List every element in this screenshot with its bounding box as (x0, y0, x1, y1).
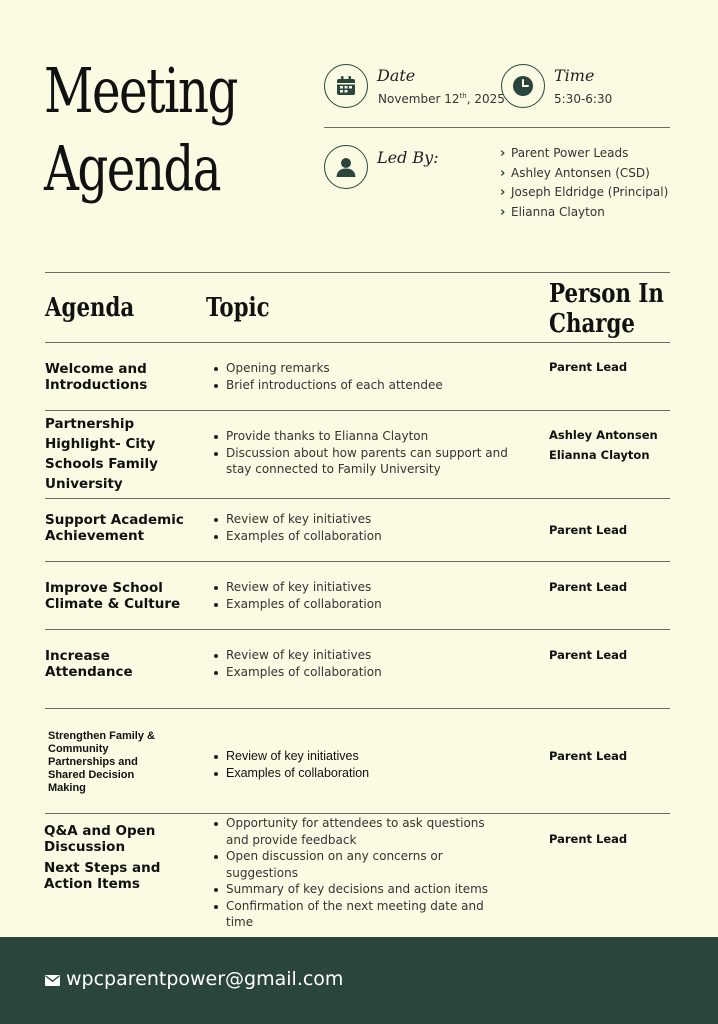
topic-list (211, 748, 521, 781)
leader-item: › Ashley Antonsen (CSD) (500, 164, 668, 184)
topic-item: Examples of collaboration (211, 765, 521, 782)
topic-item: Examples of collaboration (211, 528, 521, 545)
topic-item: Examples of collaboration (211, 664, 521, 681)
person-in-charge: Parent Lead (549, 360, 628, 374)
agenda-item-title: Partnership Highlight- City Schools Family University (45, 416, 158, 492)
time-label: Time (554, 66, 595, 85)
topic-item: Review of key initiatives (211, 511, 521, 528)
topic-list (211, 428, 511, 478)
topic-item: Open discussion on any concerns or suggestions (211, 848, 501, 881)
agenda-item-title: Welcome and Introductions (45, 361, 148, 393)
person-in-charge: Ashley Antonsen Elianna Clayton (549, 428, 658, 462)
agenda-item-title: Support Academic Achievement (45, 512, 184, 544)
chevron-right-icon: › (500, 204, 506, 220)
footer-email-link[interactable]: wpcparentpower@gmail.com (66, 968, 344, 990)
leader-item: › Joseph Eldridge (Principal) (500, 183, 668, 203)
topic-item: Provide thanks to Elianna Clayton (211, 428, 511, 445)
person-icon (324, 145, 368, 189)
person-in-charge: Parent Lead (549, 523, 628, 537)
topic-list (211, 511, 521, 544)
topic-item: Review of key initiatives (211, 748, 521, 765)
title-line-2: Agenda (44, 132, 221, 205)
column-header-agenda: Agenda (45, 293, 135, 323)
agenda-item-title: Improve School Climate & Culture (45, 580, 181, 612)
column-header-topic: Topic (206, 293, 270, 323)
topic-item: Confirmation of the next meeting date and time (211, 898, 501, 931)
row-divider (45, 498, 670, 499)
agenda-item-title: Strengthen Family & Community Partnerships and Shared Decision Making (48, 730, 155, 794)
table-top-divider (45, 272, 670, 273)
chevron-right-icon: › (500, 165, 506, 181)
leader-item: › Parent Power Leads (500, 144, 668, 164)
date-label: Date (377, 66, 416, 85)
topic-item: Summary of key decisions and action items (211, 881, 501, 898)
page-title (44, 52, 237, 208)
topic-item: Review of key initiatives (211, 579, 521, 596)
topic-list (211, 579, 521, 612)
person-in-charge: Parent Lead (549, 648, 628, 662)
topic-item: Discussion about how parents can support and stay connected to Family University (211, 445, 511, 478)
topic-item: Review of key initiatives (211, 647, 521, 664)
topic-item: Examples of collaboration (211, 596, 521, 613)
topic-list (211, 647, 521, 680)
topic-item: Opportunity for attendees to ask questions and provide feedback (211, 815, 501, 848)
topic-item: Opening remarks (211, 360, 521, 377)
row-divider (45, 410, 670, 411)
chevron-right-icon: › (500, 185, 506, 200)
topic-item: Brief introductions of each attendee (211, 377, 521, 394)
topic-list (211, 360, 521, 393)
row-divider (45, 708, 670, 709)
person-in-charge: Parent Lead (549, 580, 628, 594)
footer (0, 937, 718, 1024)
agenda-item-title: Q&A and Open Discussion Next Steps and Action Items (44, 823, 161, 892)
column-header-person: Person In Charge (549, 279, 664, 339)
led-by-label: Led By: (377, 148, 439, 167)
mail-icon (45, 975, 60, 986)
row-divider (45, 629, 670, 630)
table-header-divider (45, 342, 670, 343)
leaders-list (500, 144, 668, 222)
row-divider (45, 561, 670, 562)
calendar-icon (324, 64, 368, 108)
agenda-item-title: Increase Attendance (45, 648, 133, 680)
date-value: November 12th, 2025 (378, 92, 505, 106)
time-value: 5:30-6:30 (554, 92, 613, 106)
leader-item: › Elianna Clayton (500, 203, 668, 223)
row-divider (45, 813, 670, 814)
chevron-right-icon: › (500, 146, 506, 161)
header-divider (324, 127, 670, 128)
person-in-charge: Parent Lead (549, 749, 628, 763)
clock-icon (501, 64, 545, 108)
person-in-charge: Parent Lead (549, 832, 628, 846)
title-line-1: Meeting (44, 54, 237, 127)
topic-list (211, 815, 501, 931)
